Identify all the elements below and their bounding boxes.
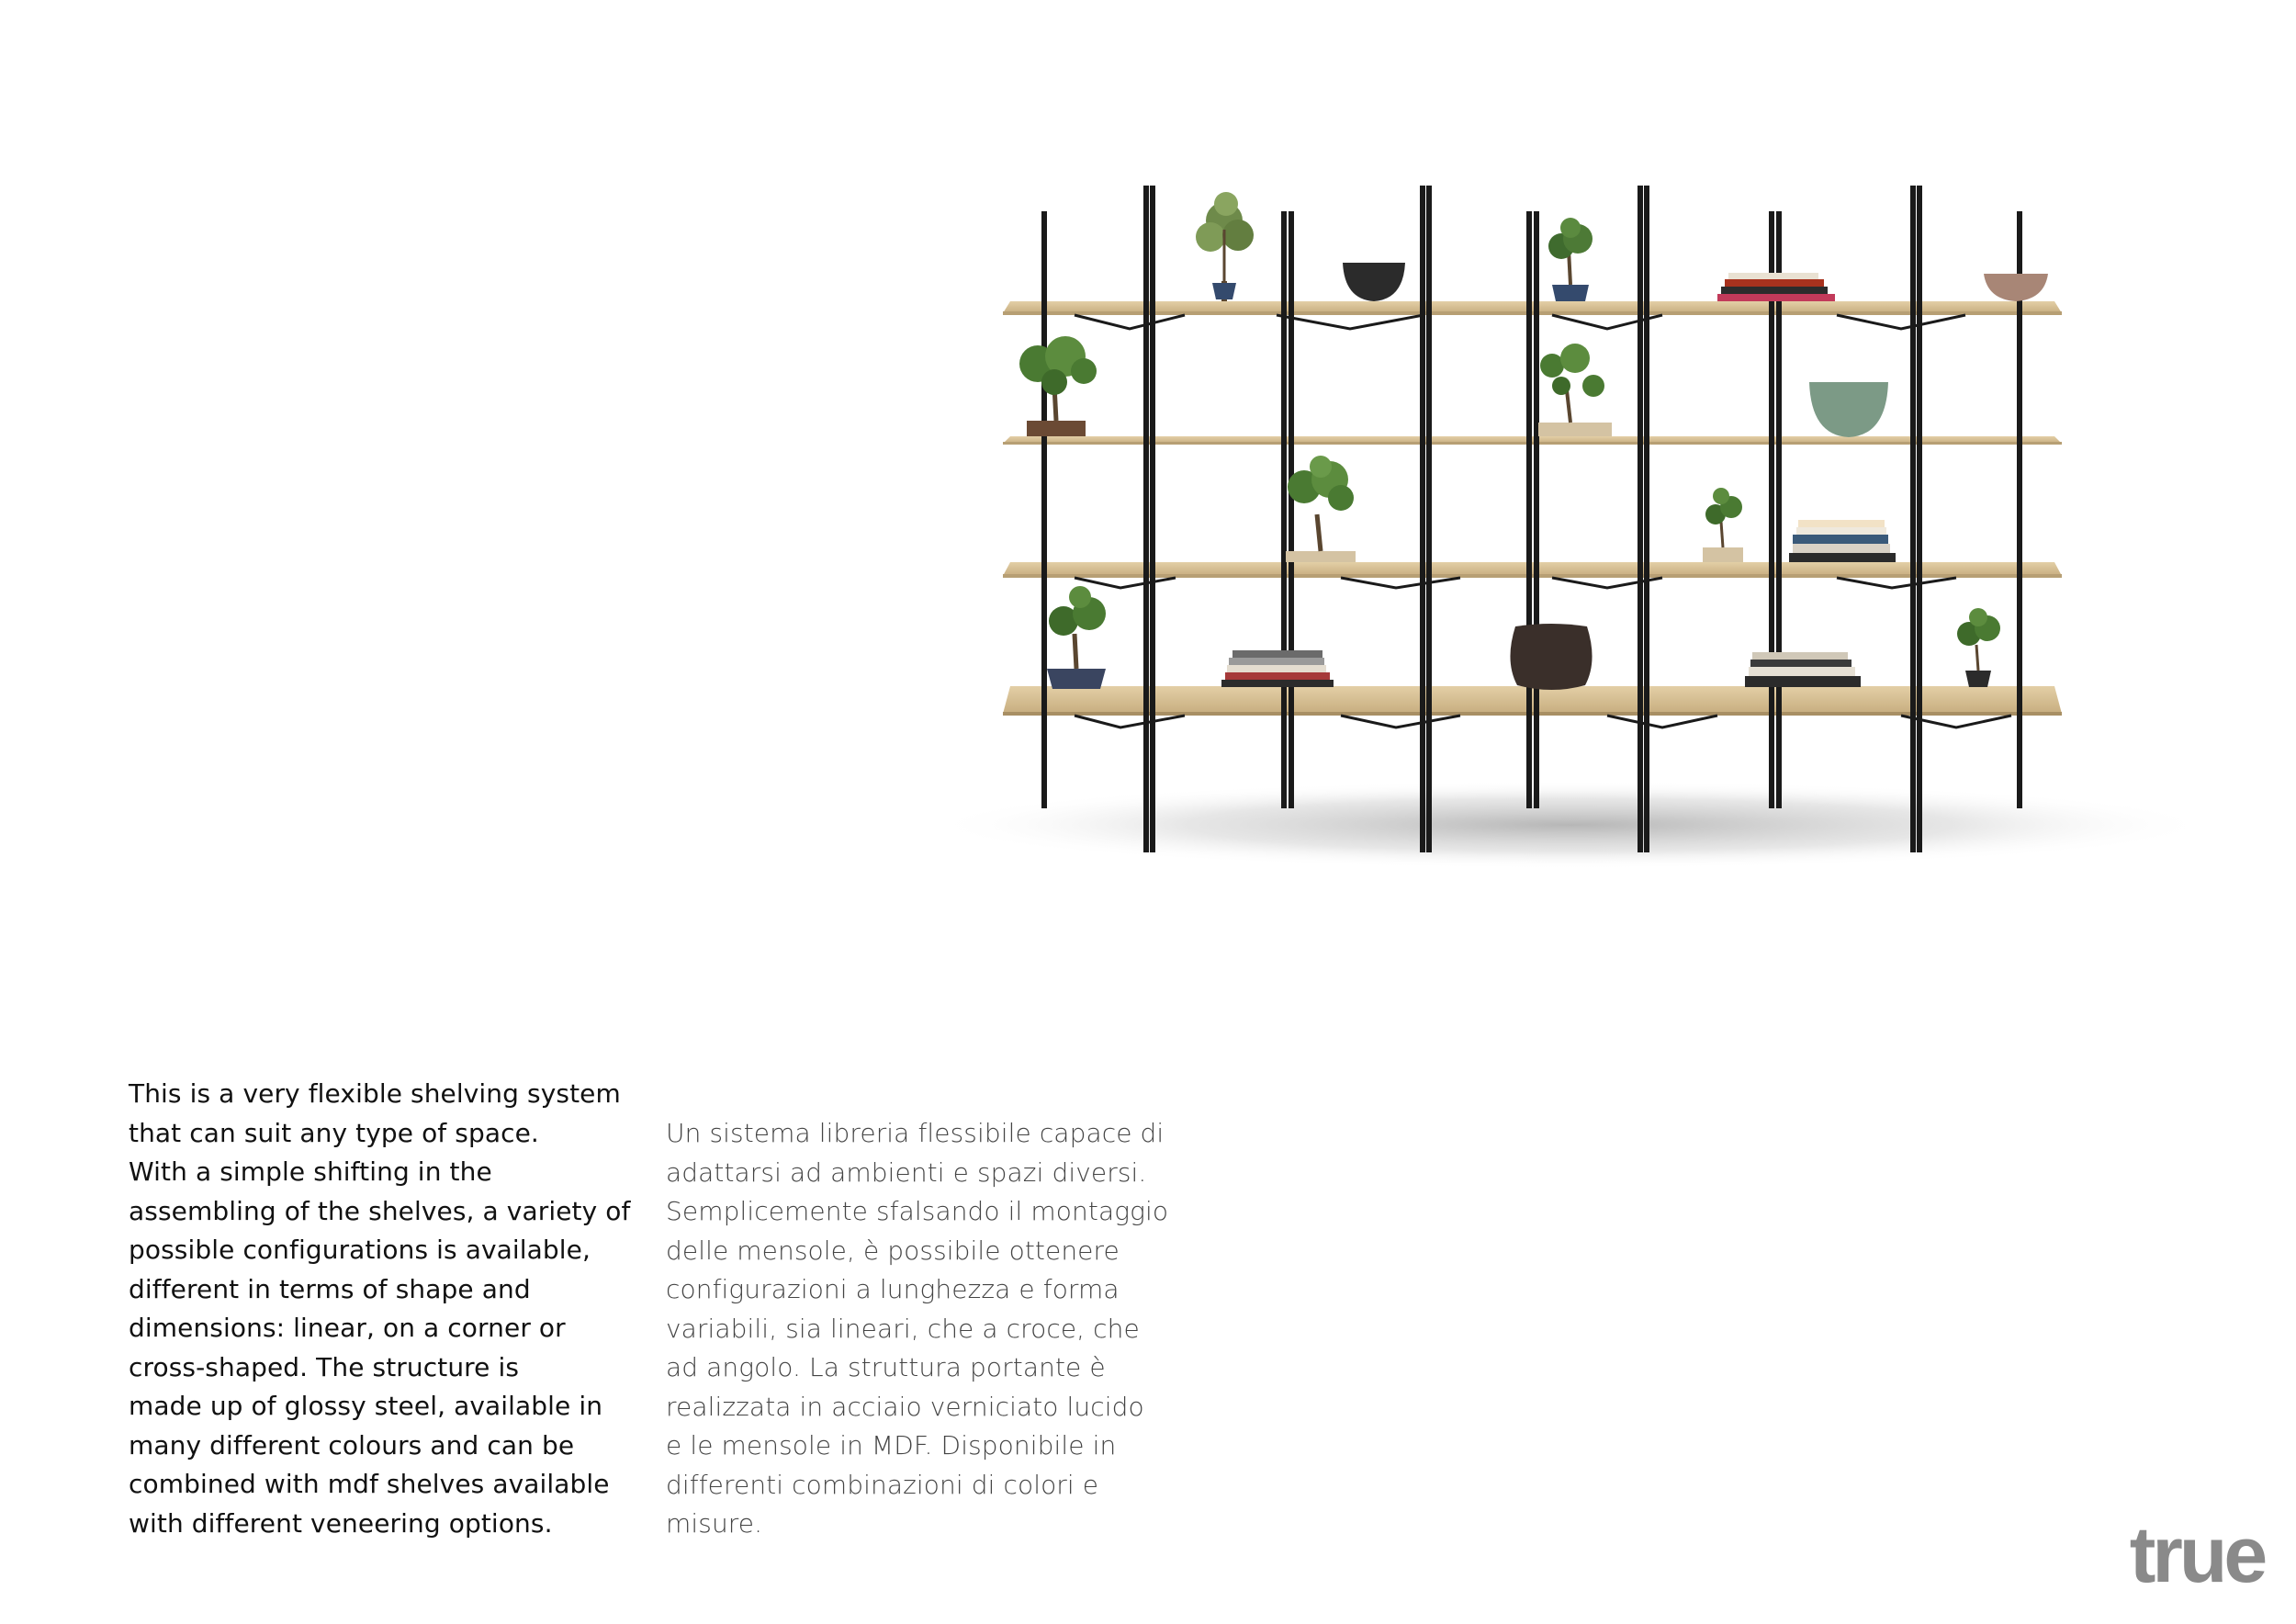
steel-posts <box>1041 186 2022 852</box>
bonsai-icon <box>1019 336 1097 436</box>
brand-logo <box>2127 1512 2267 1595</box>
book-stack-icon <box>1745 652 1861 687</box>
brand-logo-text: true <box>2129 1512 2265 1595</box>
text-line: made up of glossy steel, available in <box>129 1391 603 1421</box>
text-line: adattarsi ad ambienti e spazi diversi. <box>666 1156 1147 1188</box>
text-line: with different veneering options. <box>129 1507 553 1539</box>
shelf-bottom <box>1003 686 2062 714</box>
text-line: delle mensole, è possibile ottenere <box>666 1235 1120 1266</box>
bonsai-icon <box>1957 608 2000 687</box>
text-line: This is a very flexible shelving system <box>129 1078 621 1109</box>
terracotta-bowl-icon <box>1984 274 2048 301</box>
text-line: dimensions: linear, on a corner or <box>129 1313 566 1343</box>
text-line: ad angolo. La struttura portante è <box>666 1352 1106 1382</box>
text-line: e le mensole in MDF. Disponibile in <box>666 1430 1117 1460</box>
text-line: Un sistema libreria flessibile capace di <box>666 1118 1165 1148</box>
text-line: that can suit any type of space. <box>129 1117 539 1148</box>
text-line: many different colours and can be <box>129 1429 575 1460</box>
text-line: combined with mdf shelves available <box>129 1469 610 1499</box>
bottom-shelf-objects <box>1047 586 2000 690</box>
text-line: configurazioni a lunghezza e forma <box>666 1274 1120 1304</box>
black-bowl-icon <box>1343 263 1405 301</box>
text-line: misure. <box>666 1508 763 1539</box>
bonsai-icon <box>1047 586 1106 689</box>
text-line: variabili, sia lineari, che a croce, che <box>666 1313 1140 1344</box>
text-line: assembling of the shelves, a variety of <box>129 1195 631 1226</box>
third-shelf-objects <box>1286 456 1896 562</box>
shelving-unit-photo <box>909 165 2213 919</box>
text-line: With a simple shifting in the <box>129 1156 492 1187</box>
book-stack-icon <box>1221 650 1334 687</box>
text-line: realizzata in acciaio verniciato lucido <box>666 1391 1144 1422</box>
shelf-third <box>1003 562 2062 576</box>
text-line: Semplicemente sfalsando il montaggio <box>666 1196 1169 1226</box>
description-italian <box>666 1114 1180 1544</box>
text-line: different in terms of shape and <box>129 1273 531 1304</box>
text-line: cross-shaped. The structure is <box>129 1351 520 1382</box>
text-line: possible configurations is available, <box>129 1235 591 1265</box>
text-line: differenti combinazioni di colori e <box>666 1469 1099 1500</box>
bonsai-icon <box>1703 488 1743 562</box>
dark-vase-icon <box>1510 624 1592 690</box>
description-english <box>129 1075 643 1543</box>
olive-plant-icon <box>1196 192 1254 301</box>
book-stack-icon <box>1717 273 1835 301</box>
bonsai-icon <box>1286 456 1356 562</box>
bonsai-icon <box>1538 344 1612 436</box>
second-shelf-objects <box>1019 336 1888 437</box>
bonsai-icon <box>1548 218 1593 301</box>
green-bowl-icon <box>1809 382 1888 437</box>
book-stack-icon <box>1789 520 1896 562</box>
